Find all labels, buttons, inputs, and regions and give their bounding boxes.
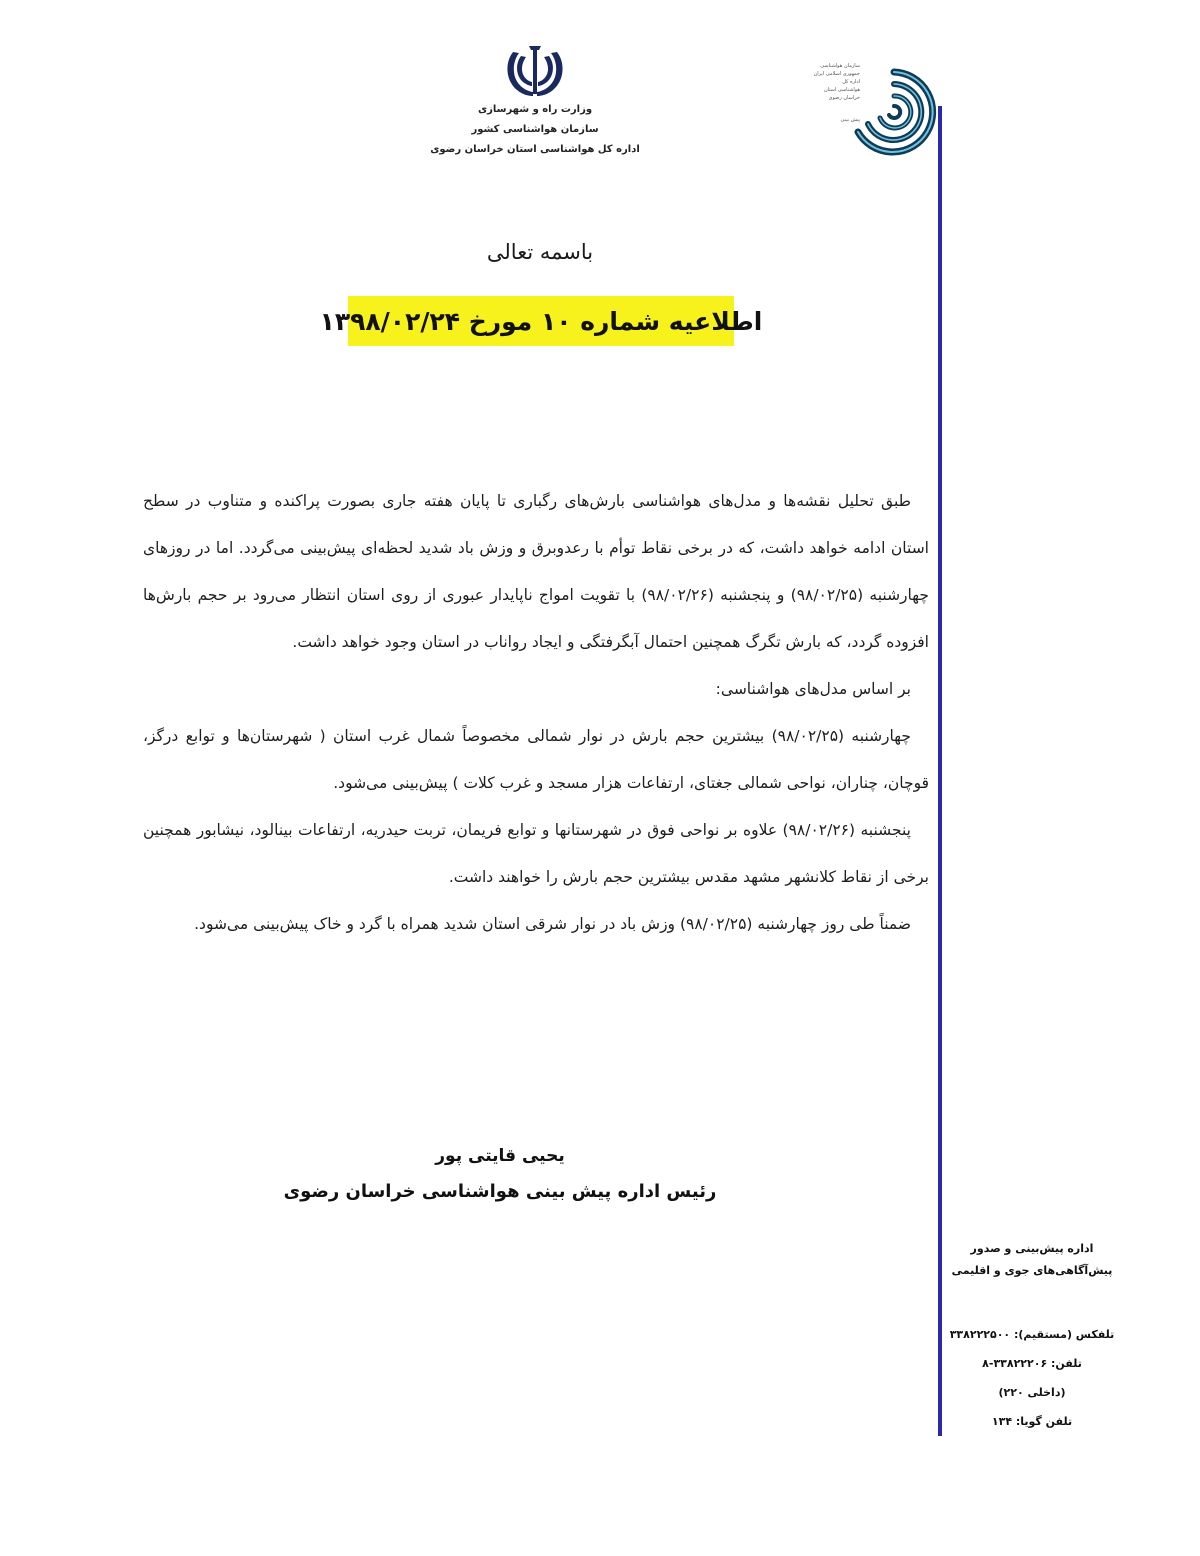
telefax-number: تلفکس (مستقیم): ۳۳۸۲۲۲۵۰۰ bbox=[949, 1328, 1115, 1341]
body-paragraph-wind: ضمناً طی روز چهارشنبه (۹۸/۰۲/۲۵) وزش باد در نوار شرقی استان شدید همراه با گرد و خاک پیش‌بینی می‌شود. bbox=[194, 915, 911, 933]
signatory-name: یحیی قایتی پور bbox=[435, 1146, 565, 1166]
phone-number: تلفن: ۳۳۸۲۲۲۰۶-۸ bbox=[982, 1357, 1082, 1370]
logo-caption-line: سازمان هواشناسی bbox=[820, 63, 860, 69]
logo-caption-line: جمهوری اسلامی ایران bbox=[813, 71, 860, 77]
body-paragraph-intro: طبق تحلیل نقشه‌ها و مدل‌های هواشناسی بارش‌های رگباری تا پایان هفته جاری بصورت پراکنده و متناوب در سطح استان ادامه خواهد داشت، که در برخی نقاط توأم با رعدوبرق و وزش باد شدید لحظه‌ای پیش‌بینی می‌گردد. اما در روزهای چهارشنبه (۹۸/۰۲/۲۵) و پنجشنبه (۹۸/۰۲/۲۶) با تقویت امواج ناپایدار عبوری از روی استان انتظار می‌رود بر حجم بارش‌ها افزوده گردد، که بارش تگرگ همچنین احتمال آبگرفتگی و ایجاد رواناب در استان وجود خواهد داشت. bbox=[143, 492, 929, 651]
invocation-heading: باسمه تعالی bbox=[486, 240, 594, 264]
announcement-title: اطلاعیه شماره ۱۰ مورخ ۱۳۹۸/۰۲/۲۴ bbox=[319, 306, 763, 336]
signatory-title: رئیس اداره پیش بینی هواشناسی خراسان رضوی bbox=[283, 1181, 717, 1202]
logo-caption-line: پیش بینی bbox=[840, 117, 860, 123]
organization-name: سازمان هواشناسی کشور bbox=[471, 124, 599, 135]
logo-caption-line: خراسان رضوی bbox=[828, 95, 860, 101]
announcement-body bbox=[143, 478, 929, 948]
body-paragraph-wednesday: چهارشنبه (۹۸/۰۲/۲۵) بیشترین حجم بارش در نوار شمالی مخصوصاً شمال غرب استان ( شهرستان‌ها و توابع درگز، قوچان، چناران، نواحی شمالی جغتای، ارتفاعات هزار مسجد و غرب کلات ) پیش‌بینی می‌شود. bbox=[143, 727, 929, 792]
logo-caption-line: هواشناسی استان bbox=[823, 87, 860, 93]
department-name: اداره کل هواشناسی استان خراسان رضوی bbox=[430, 144, 640, 155]
announcement-title-highlight bbox=[319, 296, 763, 346]
meteorological-logo-block bbox=[800, 58, 940, 158]
phone-extension: (داخلی ۲۲۰) bbox=[998, 1386, 1066, 1399]
unit-name-line: پیش‌آگاهی‌های جوی و اقلیمی bbox=[951, 1264, 1113, 1277]
signature-block bbox=[280, 1138, 720, 1210]
logo-caption-line: اداره کل bbox=[842, 79, 860, 85]
iran-emblem-icon bbox=[503, 42, 567, 98]
body-paragraph-thursday: پنجشنبه (۹۸/۰۲/۲۶) علاوه بر نواحی فوق در شهرستانها و توابع فریمان، تربت حیدریه، ارتفاعات بینالود، نیشابور همچنین برخی از نقاط کلانشهر مشهد مقدس بیشترین حجم بارش را خواهند داشت. bbox=[143, 821, 929, 886]
organization-header bbox=[410, 100, 660, 160]
meteorological-organization-logo-icon bbox=[848, 66, 940, 158]
ministry-name: وزارت راه و شهرسازی bbox=[477, 104, 593, 115]
margin-rule bbox=[938, 106, 942, 1436]
voice-line-number: تلفن گویا: ۱۳۴ bbox=[991, 1415, 1073, 1428]
contact-block bbox=[942, 1238, 1122, 1436]
unit-name-line: اداره پیش‌بینی و صدور bbox=[970, 1242, 1094, 1255]
body-paragraph-models-heading: بر اساس مدل‌های هواشناسی: bbox=[715, 680, 911, 698]
